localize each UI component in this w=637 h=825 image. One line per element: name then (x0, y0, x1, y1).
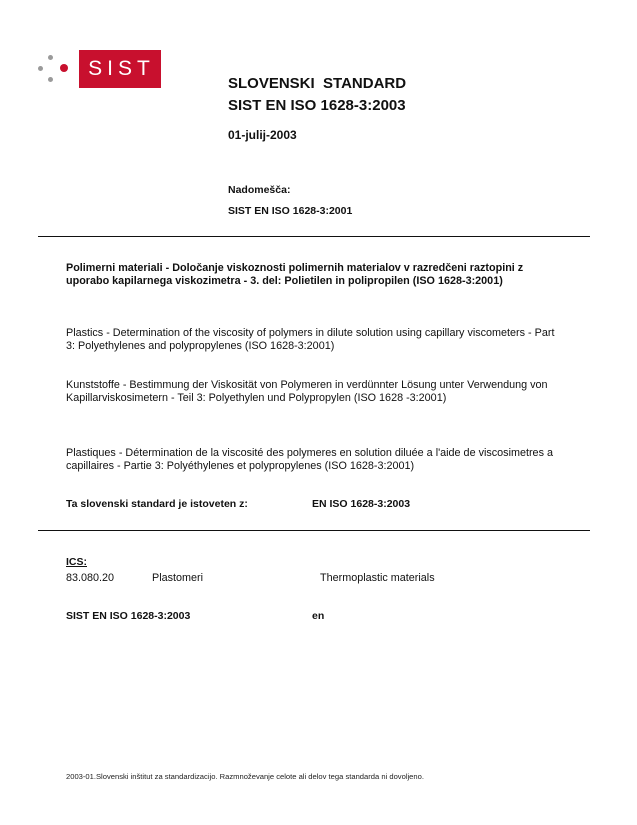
top-divider (38, 236, 590, 237)
logo-dot-icon (38, 66, 43, 71)
logo-dot-icon (48, 55, 53, 60)
ics-code: 83.080.20 (66, 572, 115, 584)
standard-number: SIST EN ISO 1628-3:2003 (228, 97, 406, 114)
replaces-value: SIST EN ISO 1628-3:2001 (228, 205, 353, 217)
document-language: en (312, 610, 325, 622)
bottom-divider (38, 530, 590, 531)
publication-date: 01-julij-2003 (228, 128, 297, 142)
ics-name-en: Thermoplastic materials (320, 572, 435, 584)
ics-name-sl: Plastomeri (152, 572, 204, 584)
title-french: Plastiques - Détermination de la viscosité des polymeres en solution diluée a l'aide de viscosimetres a capillaires - Partie 3: Polyéthylenes et polypropylenes (ISO 1628-3:2001) (66, 447, 553, 472)
replaces-label: Nadomešča: (228, 184, 291, 196)
title-german: Kunststoffe - Bestimmung der Viskosität von Polymeren in verdünnter Lösung unter Verwendung von Kapillarviskosimetern - Teil 3: Polyethylen und Polypropylen (ISO 1628 -3:2001) (66, 379, 548, 404)
copyright-footer: 2003-01.Slovenski inštitut za standardizacijo. Razmnoževanje celote ali delov tega standarda ni dovoljeno. (66, 772, 424, 781)
standard-heading: SLOVENSKI STANDARD (228, 75, 407, 92)
logo-dot-icon (60, 64, 68, 72)
title-english: Plastics - Determination of the viscosity of polymers in dilute solution using capillary viscometers - Part 3: Polyethylenes and polypropylenes (ISO 1628-3:2001) (66, 327, 555, 352)
title-slovenian: Polimerni materiali - Določanje viskoznosti polimernih materialov v razredčeni raztopini z uporabo kapilarnega viskozimetra - 3. del: Polietilen in polipropilen (ISO 1628-3:2001) (66, 262, 524, 287)
logo-dot-icon (48, 77, 53, 82)
document-id: SIST EN ISO 1628-3:2003 (66, 610, 191, 622)
logo-wordmark: SIST (79, 50, 161, 88)
identical-label: Ta slovenski standard je istoveten z: (66, 498, 248, 510)
identical-value: EN ISO 1628-3:2003 (312, 498, 411, 510)
ics-label: ICS: (66, 556, 87, 568)
